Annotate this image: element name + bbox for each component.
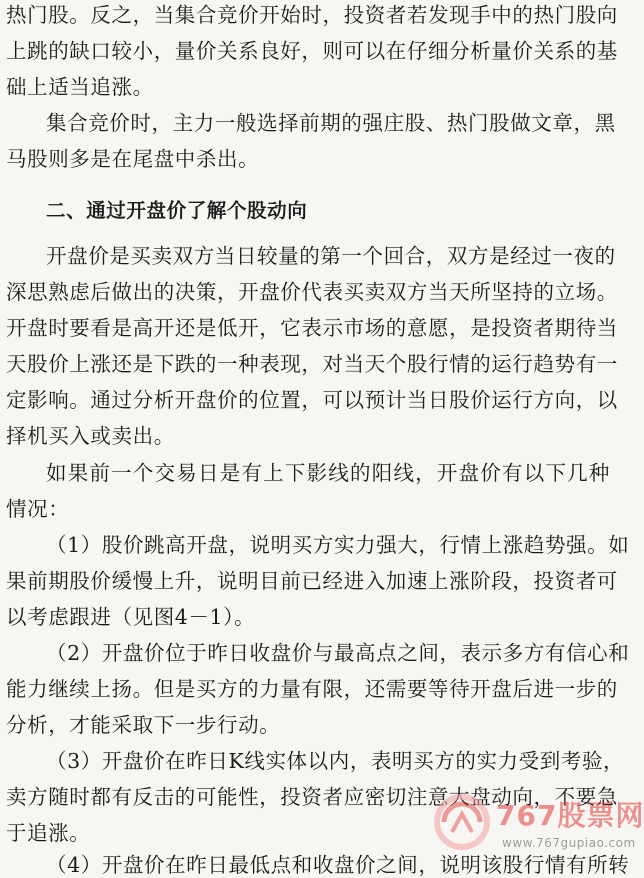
text-line: 以考虑跟进（见图4－1）。: [6, 605, 256, 629]
text-line: 开盘价是买卖双方当日较量的第一个回合，双方是经过一夜的: [46, 244, 616, 268]
text-line: 情况：: [6, 497, 70, 521]
list-item-line: （2）开盘价位于昨日收盘价与最高点之间，表示多方有信心和: [46, 641, 630, 665]
text-line: 集合竞价时，主力一般选择前期的强庄股、热门股做文章，黑: [46, 111, 616, 135]
text-line: 分析，才能采取下一步行动。: [6, 713, 281, 737]
text-line: 如果前一个交易日是有上下影线的阳线，开盘价有以下几种: [46, 461, 610, 485]
text-line: 能力继续上扬。但是买方的力量有限，还需要等待开盘后进一步的: [6, 677, 618, 701]
text-line: 上跳的缺口较小，量价关系良好，则可以在仔细分析量价关系的基: [6, 39, 618, 63]
text-line: 于追涨。: [6, 821, 91, 845]
text-line: 热门股。反之，当集合竞价开始时，投资者若发现手中的热门股向: [6, 3, 618, 27]
text-line: 础上适当追涨。: [6, 75, 154, 99]
text-line: 定影响。通过分析开盘价的位置，可以预计当日股价运行方向，以: [6, 388, 618, 412]
section-heading: 二、通过开盘价了解个股动向: [46, 199, 308, 222]
watermark: [432, 790, 644, 862]
text-line: 天股价上涨还是下跌的一种表现，对当天个股行情的运行趋势有一: [6, 352, 618, 376]
list-item-line: （3）开盘价在昨日K线实体以内，表明买方的实力受到考验，: [46, 749, 625, 773]
brand-logo-icon: [432, 792, 492, 852]
text-line: 卖方随时都有反击的可能性，投资者应密切注意大盘动向，不要急: [6, 785, 618, 809]
text-line: 果前期股价缓慢上升，说明目前已经进入加速上涨阶段，投资者可: [6, 569, 618, 593]
text-line: 马股则多是在尾盘中杀出。: [6, 147, 260, 171]
watermark-url: www.767gupiao.com: [502, 836, 636, 850]
text-line: 深思熟虑后做出的决策，开盘价代表买卖双方当天所坚持的立场。: [6, 280, 618, 304]
text-line: 择机买入或卖出。: [6, 424, 175, 448]
list-item-line: （4）开盘价在昨日最低点和收盘价之间，说明该股行情有所转: [46, 853, 630, 877]
text-line: 开盘时要看是高开还是低开，它表示市场的意愿，是投资者期待当: [6, 316, 618, 340]
list-item-line: （1）股价跳高开盘，说明买方实力强大，行情上涨趋势强。如: [46, 533, 630, 557]
watermark-brand: 767股票网: [496, 799, 644, 832]
